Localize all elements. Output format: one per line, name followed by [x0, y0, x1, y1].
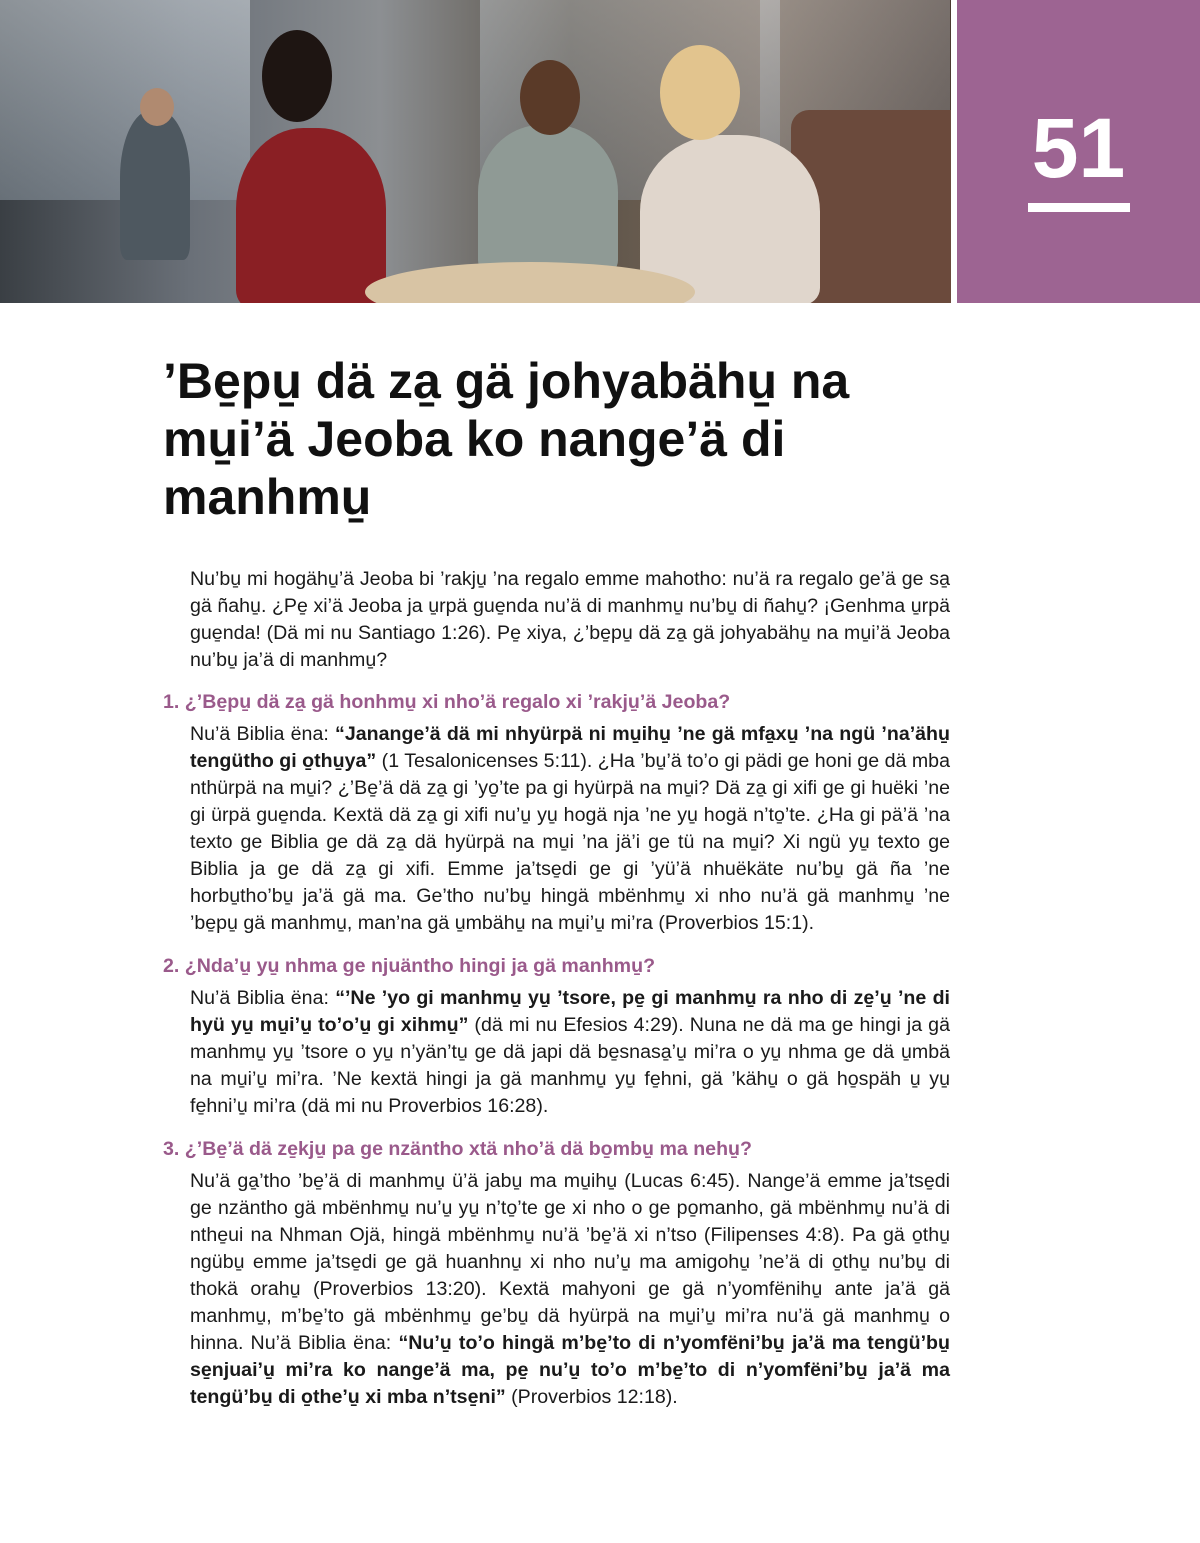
question-heading: 2. ¿Nda’u̱ yu̱ nhma ge njuäntho hingi ja gä manhmu̱? [163, 955, 656, 977]
section-paragraph [190, 1168, 950, 1411]
scripture-quote: “Nu’u̱ to’o hingä m’be̱’to di n’yomfëni’bu̱ ja’ä ma tengü’bu̱ se̱njuai’u̱ mi’ra ko nange’ä ma, pe̱ nu’u̱ to’o m’be̱’to di n’yomfëni’bu̱ ja’ä ma tengü’bu̱ di o̱the’u̱ xi mba n’tse̱ni” [190, 1332, 950, 1408]
question-heading: 3. ¿’Be̱’ä dä ze̱kju̱ pa ge nzäntho xtä nho’ä dä bo̱mbu̱ ma nehu̱? [163, 1138, 752, 1160]
background-person-head [140, 88, 174, 126]
intro-paragraph: Nu’bu̱ mi hogähu̱’ä Jeoba bi ’rakju̱ ’na regalo emme mahotho: nu’ä ra regalo ge’ä ge sa̱ gä ñahu̱. ¿Pe̱ xi’ä Jeoba ja u̱rpä gue̱nda nu’ä di manhmu̱ nu’bu̱ di ñahu̱? ¡Genhma u̱rpä gue̱nda! (Dä mi nu Santiago 1:26). Pe̱ xiya, ¿’be̱pu̱ dä za̱ gä johyabähu̱ na mu̱i’ä Jeoba nu’bu̱ ja’ä di manhmu̱? [190, 568, 950, 671]
lesson-body [163, 566, 950, 1427]
woman-green-head [520, 60, 580, 135]
scripture-quote: “’Ne ’yo gi manhmu̱ yu̱ ’tsore, pe̱ gi manhmu̱ ra nho di ze̱’u̱ ’ne di hyü yu̱ mu̱i’u̱ to’o’u̱ gi xihmu̱” [190, 987, 950, 1036]
text-segment: (Proverbios 12:18). [505, 1386, 678, 1408]
text-segment: Nu’ä Biblia ëna: [190, 987, 336, 1009]
section-2 [163, 953, 950, 1120]
scripture-quote: “Janange’ä dä mi nhyürpä ni mu̱ihu̱ ’ne gä mfa̱xu̱ ’na ngü ’na’ähu̱ tengütho gi o̱thu̱ya” [190, 723, 950, 772]
background-person [120, 110, 190, 260]
cafe-photo [0, 0, 951, 303]
text-segment: Nu’ä Biblia ëna: [190, 723, 336, 745]
section-paragraph [190, 721, 950, 937]
section-1 [163, 689, 950, 937]
lesson-underline [1028, 203, 1130, 212]
section-paragraph [190, 985, 950, 1120]
woman-red-head [262, 30, 332, 122]
text-segment: Nu’ä ga̱’tho ’be̱’ä di manhmu̱ ü’ä jabu̱ ma mu̱ihu̱ (Lucas 6:45). Nange’ä emme ja’tse̱di ge nzäntho gä mbënhmu̱ nu’u̱ yu̱ n’to̱’te ge xi nho o ge po̱manho, gä mbënhmu̱ nu’ä di nthe̱ui na Nhman Ojä, hingä mbënhmu̱ nu’ä ’be̱’ä xi n’tso (Filipenses 4:8). Pa gä o̱thu̱ ngübu̱ emme ja’tse̱di ge gä huanhnu̱ xi nho nu’u̱ ma amigohu̱ ’ne’ä di o̱thu̱ nu’bu̱ di thokä orahu̱ (Proverbios 13:20). Kextä mahyoni ge gä n’yomfënihu̱ ante ja’ä gä manhmu̱, m’be̱’to gä mbënhmu̱ ge’bu̱ dä hyürpä na mu̱i’u̱ mi’ra nu’ä gä manhmu̱ o hinna. Nu’ä Biblia ëna: [190, 1170, 950, 1354]
lesson-number: 51 [1031, 101, 1126, 195]
page-title: ’Be̱pu̱ dä za̱ gä johyabähu̱ na mu̱i’ä Jeoba ko nange’ä di manhmu̱ [163, 353, 850, 525]
lesson-badge [957, 0, 1200, 303]
question-heading: 1. ¿’Be̱pu̱ dä za̱ gä honhmu̱ xi nho’ä regalo xi ’rakju̱’ä Jeoba? [163, 691, 731, 713]
woman-green-blouse [478, 125, 618, 275]
text-segment: (dä mi nu Efesios 4:29). Nuna ne dä ma ge hingi ja gä manhmu̱ yu̱ ’tsore o yu̱ n’yän’tu̱ ge dä japi dä be̱snasa̱’u̱ mi’ra o yu̱ nhma ge dä u̱mbä na mu̱i’u̱ mi’ra. ’Ne kextä hingi ja gä manhmu̱ yu̱ fe̱hni, gä ’kähu̱ o gä ho̱späh u̱ yu̱ fe̱hni’u̱ mi’ra (dä mi nu Proverbios 16:28). [190, 1014, 950, 1117]
woman-blonde-head [660, 45, 740, 140]
section-3 [163, 1136, 950, 1411]
text-segment: (1 Tesalonicenses 5:11). ¿Ha ’bu̱’ä to’o gi pädi ge honi ge dä mba nthürpä na mu̱i? ¿’Be̱’ä dä za̱ gi ’yo̱’te pa gi hyürpä na mu̱i? Dä za̱ gi xifi ge gi huëki ’ne gi ürpä gue̱nda. Kextä dä za̱ gi xifi nu’u̱ yu̱ hogä nja ’ne yu̱ hogä n’to̱’te. ¿Ha gi pä’ä ’na texto ge Biblia ge dä za̱ dä hyürpä na mu̱i ’na jä’i ge tü na mu̱i? Xi ngü yu̱ texto ge Biblia ja ge dä za̱ gi xifi. Emme ja’tse̱di ge gi ’yü’ä nhuëkäte nu’bu̱ gä ña ’ne horbu̱tho’bu̱ ja’ä gä ma. Ge’tho nu’bu̱ hingä mbënhmu̱ xi nho nu’ä gä manhmu̱ ’ne ’be̱pu̱ gä manhmu̱, man’na gä u̱mbähu̱ na mu̱i’u̱ mi’ra (Proverbios 15:1). [190, 750, 950, 934]
woman-red-sweater [236, 128, 386, 303]
